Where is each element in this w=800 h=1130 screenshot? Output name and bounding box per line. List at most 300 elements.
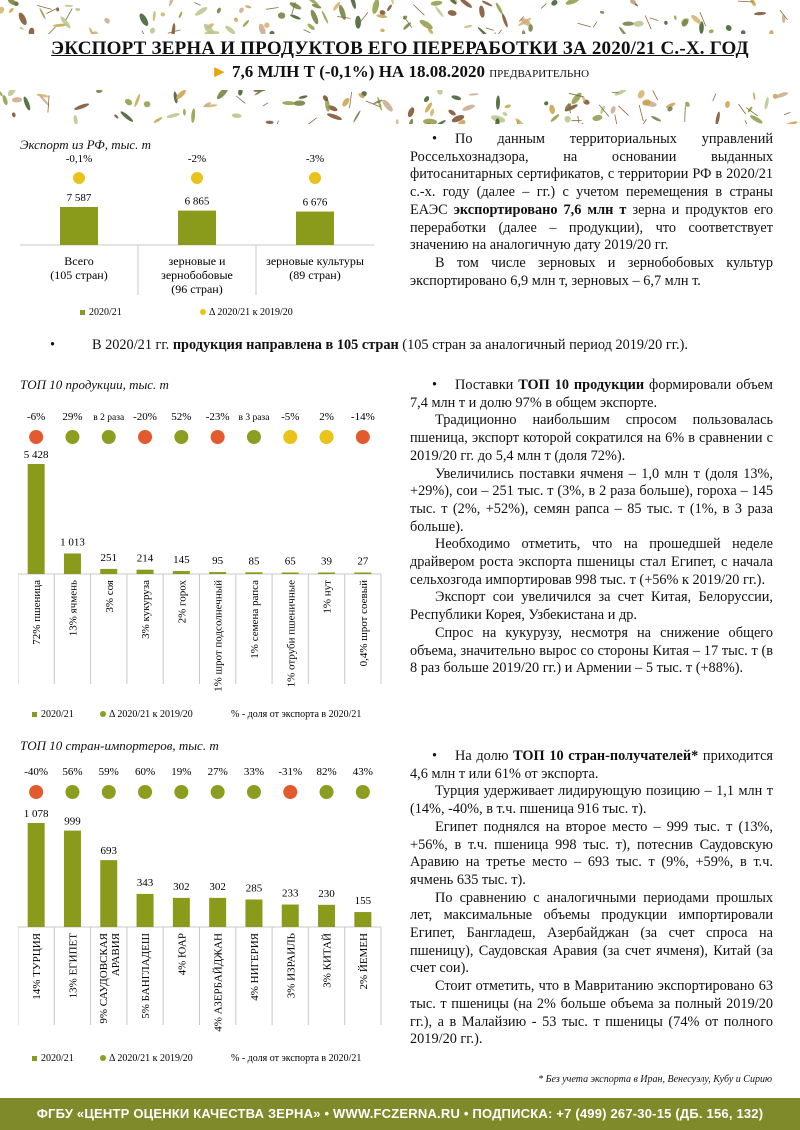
bar — [354, 912, 371, 927]
delta-label: -31% — [278, 766, 303, 778]
leaf-shape — [618, 26, 628, 34]
leaf-shape — [764, 97, 770, 110]
bar — [100, 860, 117, 927]
stem-shape — [593, 22, 597, 28]
delta-dot-icon — [174, 785, 188, 799]
stem-shape — [650, 18, 659, 21]
leaf-shape — [39, 8, 46, 20]
leaf-shape — [233, 17, 239, 23]
category-label: АРАВИЯ — [109, 933, 122, 977]
leaf-shape — [423, 118, 437, 124]
leaf-shape — [349, 0, 357, 9]
delta-dot-icon — [309, 172, 321, 184]
category-label: 3% кукуруза — [140, 580, 153, 639]
leaf-shape — [238, 7, 245, 14]
category-label: 4% НИГЕРИЯ — [248, 933, 261, 1001]
section-export-summary — [410, 131, 773, 290]
leaf-shape — [202, 22, 217, 34]
leaf-shape — [0, 6, 6, 16]
leaf-shape — [224, 24, 236, 34]
chart-export-title: Экспорт из РФ, тыс. т — [20, 137, 152, 152]
leaf-shape — [784, 120, 799, 124]
stem-shape — [45, 27, 56, 34]
leaf-shape — [152, 11, 156, 21]
legend-label: 2020/21 — [41, 709, 74, 720]
delta-label: -40% — [24, 766, 49, 778]
stem-shape — [350, 92, 352, 108]
leaf-shape — [462, 103, 476, 112]
category-label: (105 стран) — [50, 268, 108, 282]
leaf-shape — [725, 101, 731, 109]
leaf-shape — [231, 113, 241, 119]
footnote: * Без учета экспорта в Иран, Венесуэлу, Кубу и Сирию — [538, 1074, 772, 1085]
bar — [318, 573, 335, 575]
delta-label: -2% — [187, 153, 207, 165]
category-label: 3% ИЗРАИЛЬ — [285, 933, 298, 999]
leaf-shape — [12, 97, 22, 103]
delta-label: 60% — [134, 766, 156, 778]
bar — [173, 898, 190, 927]
leaf-shape — [715, 111, 721, 124]
category-label: 0,4% шрот соевый — [357, 580, 370, 667]
decorative-leaf-banner-bottom — [0, 90, 800, 124]
delta-dot-icon — [320, 430, 334, 444]
category-label: 1% семена рапса — [248, 580, 261, 659]
leaf-shape — [481, 0, 493, 7]
leaf-shape — [28, 27, 35, 34]
leaf-shape — [636, 90, 646, 100]
leaf-shape — [610, 105, 617, 114]
leaf-shape — [430, 0, 442, 6]
delta-label: в 2 раза — [93, 413, 125, 423]
bar-value-label: 7 587 — [66, 192, 92, 204]
stem-shape — [66, 8, 72, 20]
leaf-shape — [183, 109, 186, 116]
legend-square-icon — [80, 310, 85, 315]
bar-value-label: 6 676 — [302, 196, 328, 209]
leaf-shape — [266, 120, 274, 124]
leaf-shape — [376, 14, 387, 19]
bar — [137, 570, 154, 574]
leaf-shape — [447, 9, 457, 16]
delta-dot-icon — [211, 430, 225, 444]
leaf-shape — [614, 90, 627, 97]
paragraph-corn: Спрос на кукурузу, несмотря на снижение общего объема, значительно вырос со стороны Китая – 17 тыс. т (в 8 раз больше 2019/20 гг.) и Армении – 5 тыс. т (+88%). — [410, 624, 773, 677]
delta-label: -3% — [305, 153, 325, 165]
leaf-shape — [353, 110, 362, 123]
legend-dot-icon — [100, 711, 106, 717]
legend-dot-icon — [200, 309, 206, 315]
stem-shape — [685, 106, 686, 122]
leaf-shape — [160, 12, 165, 16]
leaf-shape — [74, 102, 90, 111]
legend-label: 2020/21 — [89, 307, 122, 318]
leaf-shape — [103, 17, 111, 25]
bar — [282, 573, 299, 575]
bar — [318, 905, 335, 927]
category-label: 13% ЕГИПЕТ — [67, 933, 80, 999]
leaf-shape — [478, 5, 485, 18]
delta-label: -5% — [281, 411, 300, 423]
bar-value-label: 155 — [354, 895, 372, 908]
legend-label: Δ 2020/21 к 2019/20 — [109, 1053, 193, 1064]
stem-shape — [494, 32, 496, 34]
leaf-shape — [501, 13, 509, 28]
leaf-shape — [708, 29, 714, 34]
delta-dot-icon — [29, 785, 43, 799]
leaf-shape — [550, 0, 558, 7]
leaf-shape — [338, 4, 348, 20]
category-label: 9% САУДОВСКАЯ — [97, 933, 110, 1024]
leaf-shape — [245, 5, 252, 9]
paragraph-mauritania: Стоит отметить, что в Мавританию экспортировано 63 тыс. т пшеницы (на 2% больше объема за полный 2019/20 гг.), а в Малайзию - 53 тыс. т пшеницы (74% от полного 2019/20 гг.). — [410, 978, 773, 1048]
category-label: зерновые и — [168, 254, 226, 268]
delta-dot-icon — [283, 785, 297, 799]
paragraph-top10-products: • Поставки ТОП 10 продукции формировали объем 7,4 млн т и долю 97% в общем экспорте. — [410, 377, 773, 412]
bar — [354, 573, 371, 575]
leaf-shape — [600, 10, 605, 14]
leaf-shape — [451, 94, 462, 101]
paragraph-egypt: Египет поднялся на второе место – 999 тыс. т (13%, +56%, в т.ч. пшеница 998 тыс. т), потеснив Саудовскую Аравию на третье место – 693 тыс. т (9%, +59%, в т.ч. ячмень 635 тыс. т). — [410, 818, 773, 888]
bar-value-label: 285 — [245, 882, 263, 895]
delta-dot-icon — [138, 430, 152, 444]
leaf-shape — [341, 97, 351, 108]
leaf-shape — [396, 119, 399, 124]
leaf-shape — [690, 13, 703, 25]
bar-value-label: 693 — [100, 845, 117, 858]
stem-shape — [37, 6, 52, 10]
stem-shape — [653, 90, 658, 100]
bar-value-label: 214 — [136, 552, 154, 565]
stem-shape — [639, 105, 643, 121]
delta-label: -23% — [205, 411, 230, 423]
leaf-shape — [8, 7, 14, 14]
paragraph-egypt-driver: Необходимо отметить, что на прошедшей неделе драйвером роста экспорта пшеницы стал Египет, с начала сельхозгода импортировав 998 тыс. т (+56% к 2019/20 гг.). — [410, 536, 773, 588]
leaf-shape — [769, 30, 774, 34]
leaf-shape — [119, 110, 134, 123]
bar — [28, 823, 45, 927]
delta-dot-icon — [102, 430, 116, 444]
leaf-shape — [381, 98, 395, 113]
leaf-shape — [242, 19, 250, 28]
leaf-shape — [153, 116, 163, 124]
leaf-shape — [725, 24, 733, 32]
chart-countries-title: ТОП 10 стран-импортеров, тыс. т — [20, 738, 219, 753]
bar-value-label: 1 078 — [23, 808, 49, 820]
delta-label: 52% — [171, 411, 192, 423]
bar-value-label: 302 — [173, 880, 190, 893]
stem-shape — [713, 94, 716, 102]
delta-label: -20% — [133, 411, 157, 423]
leaf-shape — [278, 12, 286, 19]
delta-label: 19% — [171, 766, 192, 778]
stem-shape — [578, 116, 579, 123]
chart-products-title: ТОП 10 продукции, тыс. т — [20, 377, 169, 392]
category-label: 13% ячмень — [67, 580, 80, 637]
leaf-shape — [306, 23, 315, 31]
leaf-shape — [496, 95, 500, 109]
legend-label: 2020/21 — [41, 1053, 74, 1064]
arrow-icon: ► — [210, 62, 228, 81]
leaf-shape — [633, 20, 644, 27]
category-label: 72% пшеница — [31, 580, 44, 645]
leaf-shape — [495, 2, 504, 15]
paragraph-top10-countries: • На долю ТОП 10 стран-получателей* приходится 4,6 млн т или 61% от экспорта. — [410, 748, 773, 783]
bar — [209, 898, 226, 927]
bar — [282, 905, 299, 927]
delta-dot-icon — [191, 172, 203, 184]
leaf-shape — [59, 15, 72, 29]
section-top-countries — [410, 748, 773, 1049]
category-label: 2% ЙЕМЕН — [357, 933, 370, 990]
leaf-shape — [191, 108, 196, 123]
legend-label: Δ 2020/21 к 2019/20 — [109, 709, 193, 720]
page-title — [0, 38, 800, 82]
paragraph-soy: Экспорт сои увеличился за счет Китая, Белоруссии, Республики Корея, Узбекистана и др. — [410, 589, 773, 624]
leaf-shape — [215, 90, 230, 101]
leaf-shape — [178, 11, 183, 19]
stem-shape — [784, 112, 790, 114]
stem-shape — [306, 118, 317, 124]
bar-value-label: 5 428 — [23, 449, 49, 461]
leaf-shape — [326, 112, 342, 121]
delta-dot-icon — [211, 785, 225, 799]
bar — [209, 572, 226, 574]
bar-value-label: 145 — [173, 554, 190, 567]
delta-dot-icon — [356, 785, 370, 799]
leaf-shape — [269, 30, 276, 34]
delta-label: -0,1% — [65, 153, 93, 165]
delta-label: 29% — [62, 411, 83, 423]
leaf-shape — [380, 28, 385, 32]
bar — [28, 464, 45, 574]
leaf-shape — [168, 0, 175, 7]
leaf-shape — [75, 8, 80, 12]
leaf-shape — [377, 96, 383, 111]
bar-value-label: 343 — [136, 876, 154, 889]
bar — [296, 212, 334, 245]
leaf-shape — [782, 14, 786, 23]
category-label: Всего — [64, 254, 94, 268]
category-label: 1% нут — [321, 580, 334, 614]
leaf-shape — [543, 100, 549, 106]
category-label: 4% ЮАР — [176, 933, 189, 976]
delta-label: -14% — [350, 411, 375, 423]
leaf-shape — [6, 90, 17, 98]
bar-value-label: 27 — [357, 555, 369, 568]
leaf-shape — [390, 0, 394, 5]
delta-dot-icon — [65, 430, 79, 444]
leaf-shape — [674, 15, 677, 20]
leaf-shape — [423, 95, 430, 103]
bar — [178, 211, 216, 245]
delta-dot-icon — [29, 430, 43, 444]
paragraph-grain-export: В том числе зерновых и зернобобовых культур экспортировано 6,9 млн т, зерновых – 6,7 млн т. — [410, 254, 773, 289]
paragraph-increases: Увеличились поставки ячменя – 1,0 млн т (доля 13%, +29%), сои – 251 тыс. т (3%, в 2 раза больше), гороха – 145 тыс. т (2%, +52%), семян рапса – 85 тыс. т (1%, в 3 раза больше). — [410, 465, 773, 535]
leaf-shape — [216, 7, 222, 14]
leaf-shape — [264, 22, 270, 28]
category-label: зерновые культуры — [266, 254, 364, 268]
bar-value-label: 251 — [100, 551, 117, 564]
leaf-shape — [468, 93, 479, 96]
leaf-shape — [522, 30, 526, 34]
leaf-shape — [19, 26, 24, 30]
chart-top10-products — [18, 404, 388, 724]
bar-value-label: 999 — [64, 815, 81, 828]
bar — [173, 571, 190, 574]
leaf-shape — [434, 6, 444, 18]
leaf-shape — [550, 113, 560, 123]
delta-label: 59% — [98, 766, 119, 778]
paragraph-countries: • В 2020/21 гг. продукция направлена в 105 стран (105 стран за аналогичный период 2019/20 гг.). — [22, 337, 782, 354]
leaf-shape — [309, 9, 320, 25]
stem-shape — [541, 4, 546, 9]
delta-dot-icon — [65, 785, 79, 799]
leaf-shape — [2, 95, 9, 106]
leaf-shape — [447, 109, 456, 117]
leaf-shape — [282, 101, 295, 105]
footer-bar: ФГБУ «ЦЕНТР ОЦЕНКИ КАЧЕСТВА ЗЕРНА» • WWW.FCZERNA.RU • ПОДПИСКА: +7 (499) 267-30-15 (ДБ. 156, 132) — [0, 1098, 800, 1130]
leaf-shape — [753, 92, 756, 100]
leaf-shape — [459, 0, 473, 9]
bar — [64, 553, 81, 574]
paragraph-wheat: Традиционно наибольшим спросом пользовалась пшеница, экспорт которой сократился на 6% в сравнении с 2019/20 гг. до 5,4 млн т (доля 72%). — [410, 412, 773, 464]
leaf-shape — [133, 93, 141, 107]
delta-label: в 3 раза — [238, 413, 270, 423]
category-label: (89 стран) — [289, 268, 341, 282]
leaf-shape — [138, 12, 150, 27]
leaf-shape — [194, 6, 209, 18]
leaf-shape — [64, 5, 73, 7]
delta-label: 82% — [316, 766, 337, 778]
leaf-shape — [73, 115, 78, 124]
stem-shape — [194, 3, 200, 6]
leaf-shape — [114, 114, 119, 119]
title-volume: 7,6 МЛН Т (-0,1%) НА 18.08.2020 — [231, 62, 485, 81]
leaf-shape — [502, 111, 508, 116]
leaf-shape — [651, 115, 662, 122]
leaf-shape — [149, 27, 155, 34]
delta-dot-icon — [320, 785, 334, 799]
stem-shape — [615, 115, 618, 124]
leaf-shape — [464, 24, 473, 28]
delta-label: -6% — [26, 411, 46, 423]
title-line-2 — [0, 62, 800, 82]
paragraph-comparison: По сравнению с аналогичными периодами прошлых лет, максимальные объемы продукции импортировали Египет, Бангладеш, Азербайджан (за счет спроса на пшеницу), Саудовская Аравия (за счет ячменя), Китай (за счет сои). — [410, 889, 773, 977]
leaf-shape — [7, 0, 19, 7]
section-top-products — [410, 377, 773, 678]
leaf-shape — [144, 101, 151, 108]
leaf-shape — [166, 112, 180, 119]
stem-shape — [497, 30, 502, 34]
paragraph-turkey: Турция удерживает лидирующую позицию – 1,1 млн т (14%, -40%, в т.ч. пшеница 916 тыс. т). — [410, 783, 773, 818]
leaf-shape — [17, 11, 28, 26]
leaf-shape — [321, 10, 329, 24]
leaf-shape — [418, 18, 434, 31]
bar-value-label: 6 865 — [184, 195, 210, 208]
stem-shape — [739, 104, 746, 114]
title-line-1: ЭКСПОРТ ЗЕРНА И ПРОДУКТОВ ЕГО ПЕРЕРАБОТКИ ЗА 2020/21 С.-Х. ГОД — [51, 38, 749, 59]
leaf-shape — [96, 90, 103, 93]
leaf-shape — [371, 0, 380, 15]
category-label: 1% шрот подсолнечный — [212, 580, 225, 692]
category-label: 5% БАНГЛАДЕШ — [140, 933, 153, 1019]
leaf-shape — [740, 30, 746, 34]
leaf-shape — [11, 112, 16, 118]
leaf-shape — [408, 118, 414, 124]
category-label: 3% КИТАЙ — [321, 933, 334, 988]
leaf-shape — [565, 0, 581, 6]
leaf-shape — [754, 12, 766, 16]
title-preliminary-note: ПРЕДВАРИТЕЛЬНО — [489, 68, 590, 80]
bar — [245, 900, 262, 927]
category-label: зернобобовые — [161, 268, 233, 282]
delta-dot-icon — [356, 430, 370, 444]
leaf-shape — [749, 0, 757, 7]
leaf-shape — [514, 117, 527, 124]
stem-shape — [486, 28, 494, 30]
leaf-shape — [622, 21, 634, 26]
legend-label: Δ 2020/21 к 2019/20 — [209, 307, 293, 318]
delta-label: 2% — [319, 411, 334, 423]
stem-shape — [304, 30, 311, 33]
delta-label: 56% — [62, 766, 83, 778]
legend-label: % - доля от экспорта в 2020/21 — [231, 1053, 362, 1064]
bar-value-label: 1 013 — [60, 536, 85, 549]
leaf-shape — [504, 104, 511, 109]
bar — [137, 894, 154, 927]
delta-dot-icon — [138, 785, 152, 799]
stem-shape — [578, 23, 591, 27]
bar-value-label: 95 — [212, 555, 224, 568]
bar-value-label: 230 — [318, 887, 335, 900]
leaf-shape — [124, 98, 134, 107]
delta-label: 27% — [207, 766, 228, 778]
bar-value-label: 302 — [209, 880, 226, 893]
leaf-shape — [238, 90, 244, 96]
legend-square-icon — [32, 1056, 37, 1061]
stem-shape — [266, 8, 278, 10]
category-label: 2% горох — [176, 580, 189, 624]
category-label: 3% соя — [103, 580, 116, 613]
legend-label: % - доля от экспорта в 2020/21 — [231, 709, 362, 720]
leaf-shape — [436, 90, 443, 95]
category-label: (96 стран) — [171, 282, 223, 296]
delta-label: 43% — [352, 766, 373, 778]
legend-square-icon — [32, 712, 37, 717]
category-label: 1% отруби пшеничные — [285, 580, 298, 688]
decorative-leaf-banner-top — [0, 0, 800, 34]
bar — [245, 572, 262, 574]
delta-label: 33% — [243, 766, 265, 778]
leaf-shape — [290, 13, 302, 20]
stem-shape — [236, 96, 245, 103]
chart-export-total — [20, 150, 385, 320]
leaf-shape — [564, 116, 571, 123]
delta-dot-icon — [247, 785, 261, 799]
paragraph-export-total: • По данным территориальных управлений Россельхознадзора, на основании выданных фитосанитарных сертификатов, с территории РФ в 2020/21 с.-х. году (далее – гг.) с учетом перемещения в страны ЕАЭС экспортировано 7,6 млн т зерна и продуктов его переработки (далее – продукции), что соответствует значению на аналогичную дату 2019/20 гг. — [410, 131, 773, 255]
bar-value-label: 85 — [248, 555, 260, 568]
leaf-shape — [429, 108, 435, 116]
bar-value-label: 39 — [321, 555, 333, 568]
stem-shape — [413, 5, 424, 16]
delta-dot-icon — [247, 430, 261, 444]
stem-shape — [263, 103, 268, 106]
stem-shape — [618, 106, 628, 116]
leaf-shape — [592, 114, 603, 122]
delta-dot-icon — [174, 430, 188, 444]
stem-shape — [745, 120, 748, 124]
